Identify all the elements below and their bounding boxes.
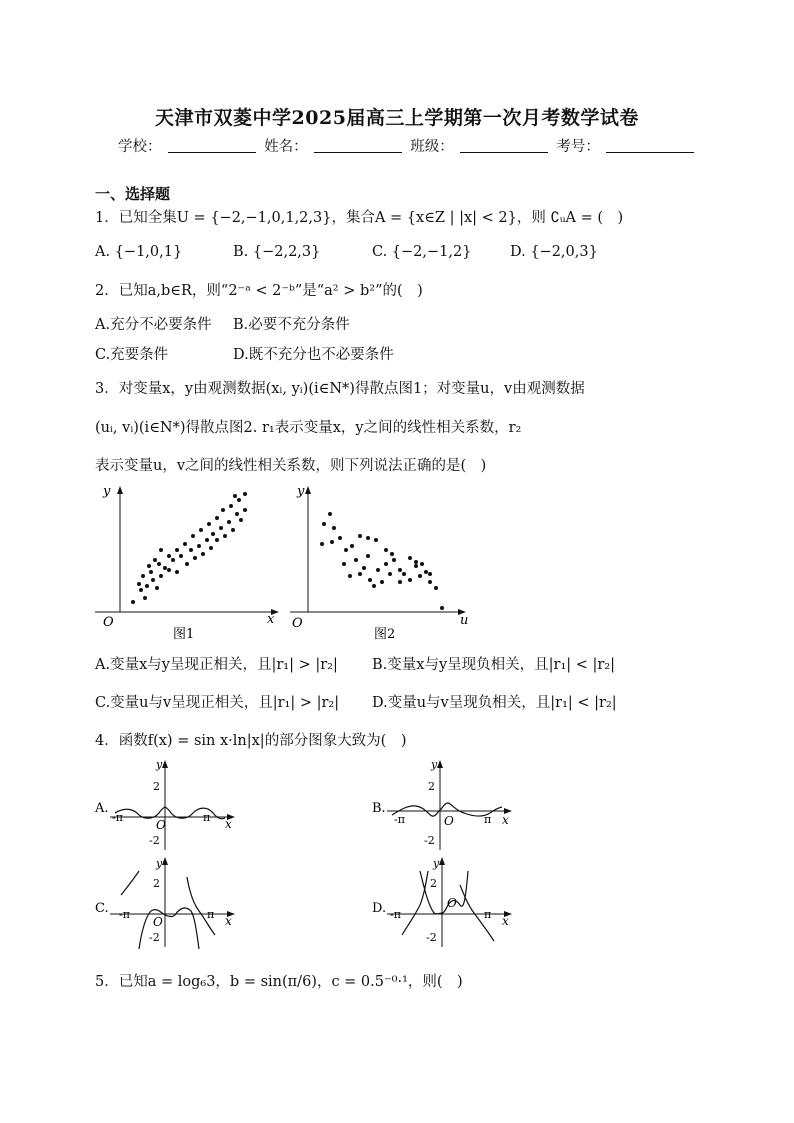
scatter-point bbox=[330, 540, 334, 544]
scatter-point bbox=[368, 578, 372, 582]
scatter-point bbox=[145, 584, 149, 588]
graph-c-neg-pi: -π bbox=[119, 908, 130, 921]
scatter-point bbox=[376, 568, 380, 572]
scatter-point bbox=[221, 508, 225, 512]
graph-c-ybottom: -2 bbox=[149, 931, 160, 944]
scatter-point bbox=[414, 564, 418, 568]
scatter-point bbox=[320, 542, 324, 546]
q3-option-c: C.变量u与v呈现正相关，且|r₁| > |r₂| bbox=[95, 695, 340, 711]
graph-c-letter: C. bbox=[95, 901, 109, 916]
scatter-point bbox=[193, 556, 197, 560]
q3-line-2: (uᵢ, vᵢ)(i∈N*)得散点图2. r₁表示变量x，y之间的线性相关系数，r₂ bbox=[95, 420, 522, 436]
scatter-point bbox=[231, 528, 235, 532]
scatter-point bbox=[185, 562, 189, 566]
scatter-point bbox=[388, 572, 392, 576]
q3-option-d: D.变量u与v呈现负相关，且|r₁| < |r₂| bbox=[372, 695, 617, 711]
q4-stem: 4．函数f(x) = sin x·ln|x|的部分图象大致为( ) bbox=[95, 733, 407, 749]
scatter-point bbox=[398, 568, 402, 572]
q4-graph-b bbox=[372, 758, 517, 853]
name-blank bbox=[314, 138, 402, 153]
scatter-point bbox=[322, 522, 326, 526]
class-label: 班级： bbox=[410, 139, 454, 155]
scatter-point bbox=[420, 562, 424, 566]
scatter-point bbox=[440, 606, 444, 610]
scatter-point bbox=[332, 526, 336, 530]
scatter-point bbox=[157, 562, 161, 566]
fig1-y-axis-label: y bbox=[103, 484, 111, 499]
scatter-point bbox=[189, 548, 193, 552]
graph-b-pi: π bbox=[484, 813, 492, 826]
section-heading: 一、选择题 bbox=[95, 185, 171, 203]
graph-a-x: x bbox=[225, 817, 232, 831]
scatter-point bbox=[209, 546, 213, 550]
q2-option-b: B.必要不充分条件 bbox=[233, 317, 350, 333]
fig2-x-axis-label: u bbox=[460, 613, 469, 628]
graph-d-neg-pi: -π bbox=[390, 908, 401, 921]
graph-d-pi: π bbox=[484, 908, 492, 921]
school-label: 学校： bbox=[118, 139, 162, 155]
q1-option-c: C. {−2,−1,2} bbox=[372, 244, 472, 260]
graph-a-letter: A. bbox=[95, 801, 109, 816]
graph-a-y: y bbox=[156, 758, 163, 771]
scatter-point bbox=[167, 568, 171, 572]
scatter-point bbox=[143, 596, 147, 600]
fig1-x-axis-label: x bbox=[267, 612, 275, 627]
scatter-point bbox=[390, 552, 394, 556]
scatter-point bbox=[147, 564, 151, 568]
scatter-point bbox=[199, 528, 203, 532]
scatter-point bbox=[207, 522, 211, 526]
scatter-point bbox=[171, 558, 175, 562]
scatter-point bbox=[418, 574, 422, 578]
fig1-caption: 图1 bbox=[173, 627, 195, 642]
graph-b-y: y bbox=[431, 758, 438, 771]
scatter-point bbox=[151, 578, 155, 582]
scatter-point bbox=[149, 570, 153, 574]
graph-d-ytop: 2 bbox=[430, 877, 437, 890]
exam-number-blank bbox=[606, 138, 694, 153]
scatter-point bbox=[414, 560, 418, 564]
scatter-point bbox=[243, 508, 247, 512]
scatter-point bbox=[344, 548, 348, 552]
q4-graph-c bbox=[95, 855, 240, 950]
graph-c-x: x bbox=[225, 914, 232, 928]
scatter-point bbox=[141, 574, 145, 578]
class-blank bbox=[460, 138, 548, 153]
scatter-point bbox=[137, 582, 141, 586]
scatter-point bbox=[175, 570, 179, 574]
scatter-point bbox=[233, 494, 237, 498]
scatter-point bbox=[424, 570, 428, 574]
scatter-point bbox=[239, 518, 243, 522]
scatter-point bbox=[179, 554, 183, 558]
scatter-point bbox=[197, 544, 201, 548]
scatter-point bbox=[223, 534, 227, 538]
scatter-point bbox=[215, 538, 219, 542]
q2-option-c: C.充要条件 bbox=[95, 347, 169, 363]
scatter-point bbox=[374, 538, 378, 542]
q1-stem: 1．已知全集U = {−2,−1,0,1,2,3}，集合A = {x∈Z | |x| < 2}，则 ∁ᵤA = ( ) bbox=[95, 210, 624, 226]
scatter-point bbox=[358, 572, 362, 576]
fig2-y-axis-label: y bbox=[297, 484, 305, 499]
scatter-point bbox=[408, 578, 412, 582]
scatter-point bbox=[155, 586, 159, 590]
graph-b-origin: O bbox=[444, 814, 454, 828]
school-blank bbox=[168, 138, 256, 153]
q3-option-b: B.变量x与y呈现负相关，且|r₁| < |r₂| bbox=[372, 657, 616, 673]
graph-b-ybottom: -2 bbox=[424, 834, 435, 847]
q4-graph-d bbox=[372, 855, 517, 950]
scatter-point bbox=[408, 556, 412, 560]
q2-option-d: D.既不充分也不必要条件 bbox=[233, 347, 394, 363]
graph-c-origin: O bbox=[153, 915, 163, 929]
q3-option-a: A.变量x与y呈现正相关，且|r₁| > |r₂| bbox=[95, 657, 338, 673]
scatter-point bbox=[163, 566, 167, 570]
scatter-point bbox=[358, 534, 362, 538]
fig1-points bbox=[131, 492, 247, 604]
page-title: 天津市双菱中学2025届高三上学期第一次月考数学试卷 bbox=[155, 107, 639, 129]
scatter-point bbox=[380, 580, 384, 584]
graph-c-y: y bbox=[156, 857, 163, 870]
q2-option-a: A.充分不必要条件 bbox=[95, 317, 212, 333]
scatter-point bbox=[428, 572, 432, 576]
scatter-point bbox=[348, 574, 352, 578]
scatter-point bbox=[243, 492, 247, 496]
scatter-point bbox=[354, 558, 358, 562]
scatter-point bbox=[175, 548, 179, 552]
fig2-caption: 图2 bbox=[374, 627, 396, 642]
scatter-plot-2 bbox=[290, 480, 480, 645]
q1-option-a: A. {−1,0,1} bbox=[95, 244, 183, 260]
fig1-origin-label: O bbox=[103, 615, 114, 630]
graph-b-letter: B. bbox=[372, 801, 386, 816]
scatter-point bbox=[392, 558, 396, 562]
scatter-point bbox=[183, 542, 187, 546]
scatter-point bbox=[328, 512, 332, 516]
scatter-point bbox=[350, 544, 354, 548]
graph-b-neg-pi: -π bbox=[394, 813, 405, 826]
graph-b-ytop: 2 bbox=[428, 780, 435, 793]
q1-option-d: D. {−2,0,3} bbox=[510, 244, 598, 260]
q5-stem: 5．已知a = log₆3，b = sin(π/6)，c = 0.5⁻⁰·¹，则( ) bbox=[95, 974, 463, 990]
q2-stem: 2．已知a,b∈R，则“2⁻ᵃ < 2⁻ᵇ”是“a² > b²”的( ) bbox=[95, 283, 423, 299]
q4-graph-a bbox=[95, 758, 240, 853]
scatter-point bbox=[342, 562, 346, 566]
graph-d-ybottom: -2 bbox=[426, 931, 437, 944]
scatter-point bbox=[139, 588, 143, 592]
graph-c-pi: π bbox=[207, 908, 215, 921]
name-label: 姓名： bbox=[264, 139, 308, 155]
graph-c-ytop: 2 bbox=[153, 877, 160, 890]
scatter-point bbox=[131, 600, 135, 604]
scatter-plot-1 bbox=[95, 480, 285, 645]
scatter-point bbox=[201, 552, 205, 556]
scatter-point bbox=[402, 572, 406, 576]
scatter-point bbox=[159, 548, 163, 552]
graph-a-ybottom: -2 bbox=[149, 834, 160, 847]
fig2-points bbox=[320, 512, 444, 610]
graph-d-letter: D. bbox=[372, 901, 387, 916]
graph-b-x: x bbox=[502, 813, 509, 827]
graph-a-pi: π bbox=[203, 811, 211, 824]
graph-d-x: x bbox=[502, 914, 509, 928]
scatter-point bbox=[167, 554, 171, 558]
scatter-point bbox=[229, 504, 233, 508]
graph-a-origin: O bbox=[156, 818, 166, 832]
scatter-point bbox=[366, 536, 370, 540]
scatter-point bbox=[428, 580, 432, 584]
scatter-point bbox=[191, 534, 195, 538]
scatter-point bbox=[366, 554, 370, 558]
scatter-point bbox=[211, 532, 215, 536]
exam-number-label: 考号： bbox=[556, 139, 600, 155]
scatter-point bbox=[159, 574, 163, 578]
scatter-point bbox=[434, 586, 438, 590]
scatter-point bbox=[227, 520, 231, 524]
scatter-point bbox=[235, 512, 239, 516]
graph-d-origin: O bbox=[447, 896, 457, 910]
scatter-point bbox=[384, 548, 388, 552]
scatter-point bbox=[362, 566, 366, 570]
q1-option-b: B. {−2,2,3} bbox=[233, 244, 321, 260]
student-info-row bbox=[118, 135, 698, 156]
scatter-point bbox=[338, 536, 342, 540]
scatter-point bbox=[153, 558, 157, 562]
graph-a-neg-pi: -π bbox=[112, 811, 123, 824]
scatter-point bbox=[215, 516, 219, 520]
graph-d-y: y bbox=[433, 857, 440, 870]
scatter-point bbox=[372, 584, 376, 588]
scatter-point bbox=[384, 562, 388, 566]
q3-line-3: 表示变量u，v之间的线性相关系数，则下列说法正确的是( ) bbox=[95, 458, 487, 474]
scatter-point bbox=[237, 498, 241, 502]
q3-line-1: 3．对变量x，y由观测数据(xᵢ, yᵢ)(i∈N*)得散点图1；对变量u，v由观测数据 bbox=[95, 381, 585, 397]
scatter-point bbox=[205, 538, 209, 542]
scatter-point bbox=[219, 526, 223, 530]
graph-a-ytop: 2 bbox=[153, 780, 160, 793]
fig2-origin-label: O bbox=[292, 616, 303, 631]
scatter-point bbox=[398, 580, 402, 584]
